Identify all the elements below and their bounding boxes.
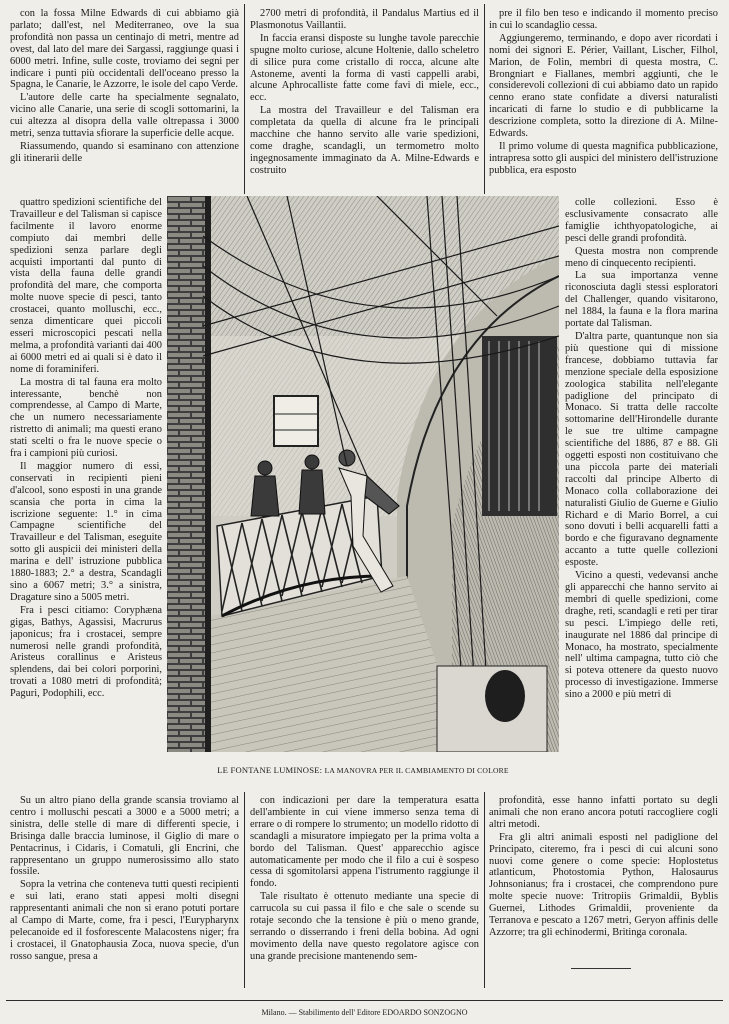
article-right-bottom (489, 795, 718, 965)
paragraph: quattro spedizioni scientifiche del Travailleur e del Talisman si capisce facilmente il lavoro enorme compiuto dai membri delle spedizioni senza parlare degli acquisti importanti dal punto di vista della fauna delle grandi profondità del mare, che comporta molte nuove specie di pesci, tanto crostacei, quanto molluschi, ecc., senza dimenticare quei piccoli esseri microscopici pescati nella melma, a profondità varianti dai 400 ai 6000 metri ed ai quali si è dato il nome di foraminiferi. (10, 197, 162, 375)
article-right-narrow (565, 197, 718, 793)
paragraph: La mostra di tal fauna era molto interessante, benchè non comprendesse, al Campo di Marte, che un numero necessariamente ristretto di animali; ma questi erano stati scelti o fra le nuove specie o fra i campioni più curiosi. (10, 376, 162, 460)
engraving-svg (167, 196, 559, 752)
paragraph: La mostra del Travailleur e del Talisman era completata da quella di alcune fra le principali macchine che hanno servito alle varie spedizioni, come draghe, scandagli, un termometro molto ingegnosamente immaginato da A. Milne-Edwards e costruito (250, 105, 479, 176)
paragraph: Fra gli altri animali esposti nel padiglione del Principato, citeremo, fra i pesci di cui alcuni sono nuovi come genere o come specie: Hoplostetus atlanticum, Photostomia Python, Halosaurus Johnsonianus; fra i crostacei, che comprendono pure molte specie nuove: Tritropiis Grimaldii, Byblis Guernei, Lithodes Grimaldii, proveniente da Terranova e pescato a 1267 metri, Geryon affinis delle Azzorre; tra gli echinodermi, Britinga coronala. (489, 831, 718, 938)
paragraph: Tale risultato è ottenuto mediante una specie di carrucola su cui passa il filo e che sale o scende su rotaje secondo che la tensione è più o meno grande, serrando o disserrando i freni della bobina. Ad ogni movimento della nave questo regolatore agisce con una grande precisione mantenendo sem- (250, 891, 479, 962)
publisher-footer: Milano. — Stabilimento dell' Editore EDOARDO SONZOGNO (261, 1008, 468, 1017)
article-left-bottom (10, 795, 239, 988)
article-left-top (10, 8, 239, 195)
caption-title: LE FONTANE LUMINOSE: (217, 765, 323, 775)
paragraph: Aggiungeremo, terminando, e dopo aver ricordati i nomi dei signori E. Périer, Vaillant, Lischer, Filhol, Marion, de Folin, membri di questa mostra, C. Brongniart e Fiallanes, membri aggiunti, che le considerevoli collezioni di cui abbiamo dato un rapido cenno erano state confidate a diversi naturalisti incaricati di farne lo studio e di pubblicarne la descrizione completa, sotto la direzione di A. Milne-Edwards. (489, 32, 718, 140)
figure-caption (167, 765, 559, 775)
paragraph: Fra i pesci citiamo: Coryphæna gigas, Bathys, Agassisi, Macrurus japonicus; fra i crostacei, sempre numerosi nelle grandi profondità, Aristeus corallinus e Aristeus splendens, dai bei colori porporini, trovati a 1080 metri di profondità; Paguri, Podophili, ecc. (10, 604, 162, 700)
paragraph: con la fossa Milne Edwards di cui abbiamo già parlato; dall'est, nel Mediterraneo, ove la sua profondità non passa un centinajo di metri, mentre ad ovest, dal lato del mare dei Sargassi, raggiunge quasi i 6000 metri. Infine, sulle coste, troviamo dei segni per indicare i punti più occidentali dell'oceano presso la Spagna, le Canarie, le Azzorre, le isole del capo Verde. (10, 8, 239, 91)
column-rule-left-bottom (244, 792, 245, 988)
paragraph: Riassumendo, quando si esaminano con attenzione gli itinerarii delle (10, 140, 239, 164)
article-middle-bottom (250, 795, 479, 988)
article-right-top (489, 8, 718, 195)
paragraph: La sua importanza venne riconosciuta dagli stessi esploratori del Challenger, quando visitarono, nel 1884, la fauna e la flora marina portate dal Talisman. (565, 270, 718, 330)
paragraph: L'autore delle carte ha specialmente segnalato, vicino alle Canarie, una serie di scogli sottomarini, la cui altezza al disopra della valle oltrepassa i 3000 metri, senza tuttavia sfiorare la superficie delle acque. (10, 92, 239, 140)
paragraph: 2700 metri di profondità, il Pandalus Martius ed il Plasmonotus Vaillantii. (250, 8, 479, 31)
engraving-illustration (167, 196, 559, 752)
column-rule-right-bottom (484, 792, 485, 988)
paragraph: Sopra la vetrina che conteneva tutti questi recipienti e sui lati, erano stati appesi molti disegni rappresentanti animali che non si erano potuti portare al Campo di Marte, come, fra i pesci, l'Eurypharynx pelecanoide ed il fosforescente Malacostens niger; fra i crostacei, il Gnatophausia Zoca, nuova specie, d'un rosso sangue, presa a (10, 879, 239, 962)
paragraph: Su un altro piano della grande scansia troviamo al centro i molluschi pescati a 3000 e a 5000 metri; a sinistra, delle stelle di mare di differenti specie, i Brisinga dalle braccia luminose, il Giglio di mare o Pentacrinus, i Cidaris, i Comatuli, gli Encrini, che rappresentano un gruppo numerosissimo allo stato fossile. (10, 795, 239, 878)
article-left-narrow (10, 197, 162, 793)
paragraph: D'altra parte, quantunque non sia più questione qui di missione francese, dobbiamo tuttavia far menzione speciale della esposizione zoologica stabilita nell'elegante padiglione del principato di Monaco. Si tratta delle raccolte sottomarine dell'Hirondelle durante le sue tre ultime campagne scientifiche del 1886, 87 e 88. Gli oggetti esposti non costituivano che una piccola parte dei materiali raccolti dal principe Alberto di Monaco colla collaborazione dei naturalisti Giulio de Guerne e Giulio Richard e di Mario Borrel, a cui sono dovuti i belli acquarelli fatti a bordo e che figuravano degnamente accanto a tutte quelle collezioni esposte. (565, 330, 718, 569)
article-middle-top (250, 8, 479, 195)
paragraph: In faccia eransi disposte su lunghe tavole parecchie spugne molto curiose, alcune Holtenie, dallo scheletro di silice pura come cristallo di rocca, alcune alte Astoneme, aventi la forma di vasti cappelli arabi, alcune Aphrocalliste fatte come favi di miele, ecc., ecc. (250, 32, 479, 104)
paragraph: pre il filo ben teso e indicando il momento preciso in cui lo scandaglio cessa. (489, 8, 718, 31)
paragraph: Il primo volume di questa magnifica pubblicazione, intrapresa sotto gli auspici del ministero dell'istruzione pubblica, era esposto (489, 140, 718, 176)
paragraph: Il maggior numero di essi, conservati in recipienti pieni d'alcool, sono esposti in una grande scansia che porta in cima la iscrizione seguente: 1.° in cima Campagne scientifiche del Travailleur e del Talisman, eseguite sotto gli auspicii dei ministeri della marina e dell' istruzione pubblica 1880-1883; 2.° a destra, Scandagli sino a 6067 metri; 3.° a sinistra, Dragature sino a 5005 metri. (10, 460, 162, 603)
paragraph: colle collezioni. Esso è esclusivamente consacrato alle famiglie ichthyopatologiche, ai pesci delle grandi profondità. (565, 197, 718, 244)
paragraph: Vicino a questi, vedevansi anche gli apparecchi che hanno servito ai membri di quelle spedizioni, come draghe, reti, scandagli e reti per tirar su pesci. L'impiego delle reti, inaugurate nel 1886 dal principe di Monaco, ha mostrato, specialmente nell' ultima campagna, tutto ciò che si poteva ottenere da questo nuovo processo di investigazione. Immerse sino a 2000 e più metri di (565, 570, 718, 701)
end-rule (571, 968, 631, 969)
column-rule-right (484, 4, 485, 194)
caption-text: LA MANOVRA PER IL CAMBIAMENTO DI COLORE (324, 766, 509, 775)
paragraph: profondità, esse hanno infatti portato su degli animali che non erano ancora potuti raccogliere cogli altri metodi. (489, 795, 718, 830)
paragraph: con indicazioni per dare la temperatura esatta dell'ambiente in cui viene immerso senza tema di errare o di rompere lo strumento; un modello ridotto di scandagli a misuratore impiegato per la prima volta a bordo del Talisman. Quest' apparecchio agisce automaticamente per modo che il filo a cui è sospeso cessa di sgomitolarsi appena l'istrumento raggiunge il fondo. (250, 795, 479, 890)
column-rule-left (244, 4, 245, 194)
paragraph: Questa mostra non comprende meno di cinquecento recipienti. (565, 245, 718, 269)
footer-rule (6, 1000, 723, 1001)
